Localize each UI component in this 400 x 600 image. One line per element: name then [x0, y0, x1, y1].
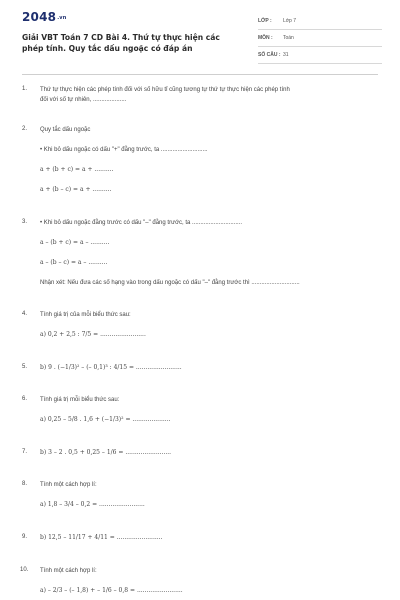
logo-main: 2048 [22, 10, 57, 24]
question-text: • Khi bỏ dấu ngoặc có dấu "+" đằng trước, ta ............................ [40, 147, 208, 153]
question-text: Tính một cách hợp lí: [40, 482, 97, 488]
question-number: 1. [22, 86, 28, 92]
question-number: 4. [22, 311, 28, 317]
expression: a) – 2/3 – (– 1,8) + – 1/6 – 0,8 = ........................ [40, 587, 183, 594]
question-text: Tính giá trị mỗi biểu thức sau: [40, 397, 120, 403]
expression: b) 3 – 2 . 0,5 + 0,25 – 1/6 = ........................ [40, 449, 172, 456]
meta-label: SỐ CÂU : [258, 52, 281, 58]
question-number: 6. [22, 396, 28, 402]
meta-value: Lớp 7 [283, 18, 297, 24]
question-number: 3. [22, 219, 28, 225]
meta-label: LỚP : [258, 18, 272, 24]
expression: a) 0,2 + 2,5 : 7/5 = ........................ [40, 331, 146, 338]
question-text: Tính một cách hợp lí: [40, 568, 97, 574]
logo-sub: .vn [57, 14, 67, 21]
expression: a + (b – c) = a + .......... [40, 186, 112, 193]
question-number: 5. [22, 364, 28, 370]
expression: a) 0,25 – 5/8 . 1,6 + (−1/3)² = .................... [40, 416, 171, 423]
question-number: 8. [22, 481, 28, 487]
expression: a – (b + c) = a – .......... [40, 239, 110, 246]
question-text: • Khi bỏ dấu ngoặc đằng trước có dấu "–" đằng trước, ta .............................. [40, 220, 243, 226]
question-number: 9. [22, 534, 28, 540]
meta-value: 31 [283, 52, 289, 58]
question-text: Nhận xét: Nếu đưa các số hạng vào trong dấu ngoặc có dấu "–" đằng trước thì ............................. [40, 280, 300, 286]
expression: a – (b – c) = a – .......... [40, 259, 108, 266]
expression: b) 9 . (−1/3)² – (– 0,1)³ : 4/15 = ........................ [40, 364, 182, 371]
meta-label: MÔN : [258, 35, 273, 41]
question-number: 2. [22, 126, 28, 132]
expression: a) 1,8 – 3/4 – 0,2 = ........................ [40, 501, 145, 508]
question-text: đối với số tự nhiên, .................... [40, 97, 127, 103]
question-number: 10. [20, 567, 29, 573]
expression: a + (b + c) = a + .......... [40, 166, 114, 173]
question-text: Quy tắc dấu ngoặc [40, 127, 91, 133]
question-text: Thứ tự thực hiện các phép tính đối với số hữu tỉ cũng tương tự thứ tự thực hiện các phép tính [40, 87, 290, 93]
meta-value: Toán [283, 35, 294, 41]
document-title: Giải VBT Toán 7 CD Bài 4. Thứ tự thực hiện các phép tính. Quy tắc dấu ngoặc có đáp án [22, 33, 220, 53]
expression: b) 12,5 – 11/17 + 4/11 = ........................ [40, 534, 163, 541]
question-number: 7. [22, 449, 28, 455]
question-text: Tính giá trị của mỗi biểu thức sau: [40, 312, 131, 318]
